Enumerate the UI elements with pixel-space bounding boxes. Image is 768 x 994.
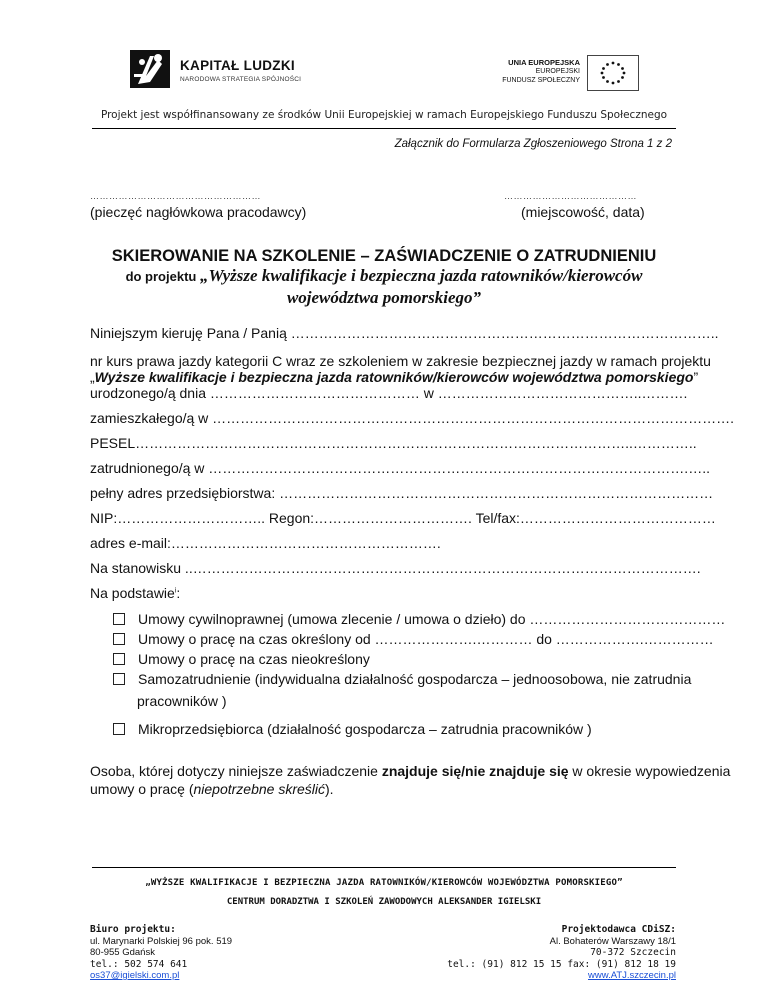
basis-colon: :: [176, 585, 181, 601]
statement-text-3: umowy o pracę (: [90, 781, 194, 797]
office-address-1: ul. Marynarki Polskiej 96 pok. 519: [90, 935, 233, 947]
quote-open: „: [90, 369, 95, 385]
checkbox-indefinite[interactable]: [113, 653, 125, 665]
footer-divider: [92, 867, 676, 868]
applicant-address-1: Al. Bohaterów Warszawy 18/1: [549, 935, 676, 947]
form-line-nip-regon-tel: NIP:………………………….. Regon:……………………………. Tel/fax:……………………………………: [90, 510, 716, 526]
annex-note: Załącznik do Formularza Zgłoszeniowego Strona 1 z 2: [394, 138, 672, 150]
place-date-dotted-line: ……………………………………: [504, 191, 637, 201]
basis-label: Na podstawie: [90, 585, 175, 601]
office-phone: tel.: 502 574 641: [90, 958, 188, 970]
statement-text-4: ).: [325, 781, 334, 797]
office-email-link[interactable]: os37@igielski.com.pl: [90, 970, 180, 981]
statement-line-1: [90, 763, 730, 779]
eu-line-3: FUNDUSZ SPOŁECZNY: [502, 77, 580, 84]
option-micro-enterprise[interactable]: [113, 721, 592, 737]
statement-text-1: Osoba, której dotyczy niniejsze zaświadczenie: [90, 763, 382, 779]
footnote-mark: i: [174, 587, 177, 595]
option-self-employed[interactable]: [113, 671, 691, 687]
form-line-email: adres e-mail:………………………………………………….: [90, 535, 441, 551]
statement-line-2: [90, 781, 334, 797]
eu-logo-text: [502, 58, 580, 85]
applicant-website-link[interactable]: www.ATJ.szczecin.pl: [588, 970, 676, 981]
place-date-label: (miejscowość, data): [521, 204, 645, 220]
option-indefinite[interactable]: [113, 651, 370, 667]
office-address-2: 80-955 Gdańsk: [90, 947, 155, 958]
form-line-project: [90, 369, 698, 385]
applicant-heading: Projektodawca CDiSZ:: [561, 924, 676, 935]
kapital-ludzki-subtitle: NARODOWA STRATEGIA SPÓJNOŚCI: [180, 76, 302, 83]
applicant-phone-fax: tel.: (91) 812 15 15 fax: (91) 812 18 19: [447, 958, 676, 970]
option-self-employed-label-cont: pracowników ): [137, 693, 227, 709]
statement-italic: niepotrzebne skreślić: [193, 781, 325, 797]
checkbox-self-employed[interactable]: [113, 673, 125, 685]
project-office: [90, 924, 232, 982]
footer-project-title: „WYŻSZE KWALIFIKACJE I BEZPIECZNA JAZDA RATOWNIKÓW/KIEROWCÓW WOJEWÓDZTWA POMORSKIEGO”: [145, 878, 623, 888]
option-civil-contract[interactable]: [113, 611, 725, 627]
document-title: SKIEROWANIE NA SZKOLENIE – ZAŚWIADCZENIE O ZATRUDNIENIU: [111, 247, 657, 265]
kapital-ludzki-title: KAPITAŁ LUDZKI: [180, 58, 295, 73]
header-divider: [92, 128, 676, 129]
form-line-residence: zamieszkałego/ą w ………………………………………………………………………………………………….: [90, 410, 735, 426]
statement-text-2: w okresie wypowiedzenia: [568, 763, 731, 779]
option-micro-enterprise-label: Mikroprzedsiębiorca (działalność gospodarcza – zatrudnia pracowników ): [138, 721, 592, 737]
checkbox-micro-enterprise[interactable]: [113, 723, 125, 735]
form-line-position: Na stanowisku ..……………………………………………………………………………………………….: [90, 560, 701, 576]
form-line-pesel: PESEL……………………………………………………………………………………………..…………..: [90, 435, 697, 451]
stamp-label: (pieczęć nagłówkowa pracodawcy): [90, 204, 307, 220]
form-line-referral: Niniejszym kieruję Pana / Panią ………………………………………………………………………………..: [90, 325, 719, 341]
project-name-line-1: „Wyższe kwalifikacje i bezpieczna jazda ratowników/kierowców: [199, 266, 643, 285]
form-line-employer: zatrudnionego/ą w ………………………………………………………………………………………….…..: [90, 460, 710, 476]
option-self-employed-label: Samozatrudnienie (indywidualna działalność gospodarcza – jednoosobowa, nie zatrudnia: [138, 671, 692, 687]
eu-flag-icon: [587, 55, 639, 91]
statement-bold: znajduje się/nie znajduje się: [381, 763, 569, 779]
eu-line-1: UNIA EUROPEJSKA: [508, 58, 580, 67]
project-name-line-2: województwa pomorskiego”: [286, 288, 482, 307]
form-line-course: nr kurs prawa jazdy kategorii C wraz ze szkoleniem w zakresie bezpiecznej jazdy w ramach projektu: [90, 353, 711, 369]
project-subtitle: [0, 266, 768, 286]
option-fixed-term-label: Umowy o pracę na czas określony od ………………….………… do ……………….……………: [138, 631, 714, 647]
form-line-basis: [90, 585, 180, 601]
project-applicant: [447, 924, 676, 982]
applicant-address-2: 70-372 Szczecin: [590, 947, 676, 958]
option-indefinite-label: Umowy o pracę na czas nieokreślony: [138, 651, 370, 667]
stamp-dotted-line: ………………………………………………: [90, 191, 261, 201]
project-name-inline: Wyższe kwalifikacje i bezpieczna jazda ratowników/kierowców województwa pomorskiego: [94, 369, 694, 385]
office-heading: Biuro projektu:: [90, 924, 176, 935]
option-fixed-term[interactable]: [113, 631, 714, 647]
checkbox-civil-contract[interactable]: [113, 613, 125, 625]
footer-center-name: CENTRUM DORADZTWA I SZKOLEŃ ZAWODOWYCH ALEKSANDER IGIELSKI: [226, 897, 542, 907]
cofunding-note: Projekt jest współfinansowany ze środków Unii Europejskiej w ramach Europejskiego Funduszu Społecznego: [100, 109, 668, 121]
quote-close: ”: [693, 369, 699, 385]
project-prefix: do projektu: [125, 269, 200, 284]
eu-line-2: EUROPEJSKI: [535, 68, 580, 75]
form-line-address: pełny adres przedsiębiorstwa: …………………………………………………………………………………: [90, 485, 714, 501]
checkbox-fixed-term[interactable]: [113, 633, 125, 645]
option-civil-contract-label: Umowy cywilnoprawnej (umowa zlecenie / umowa o dzieło) do ……………………………………: [138, 611, 726, 627]
form-line-birth: urodzonego/ą dnia ……………………………………… w ……………………………………..……….: [90, 385, 688, 401]
